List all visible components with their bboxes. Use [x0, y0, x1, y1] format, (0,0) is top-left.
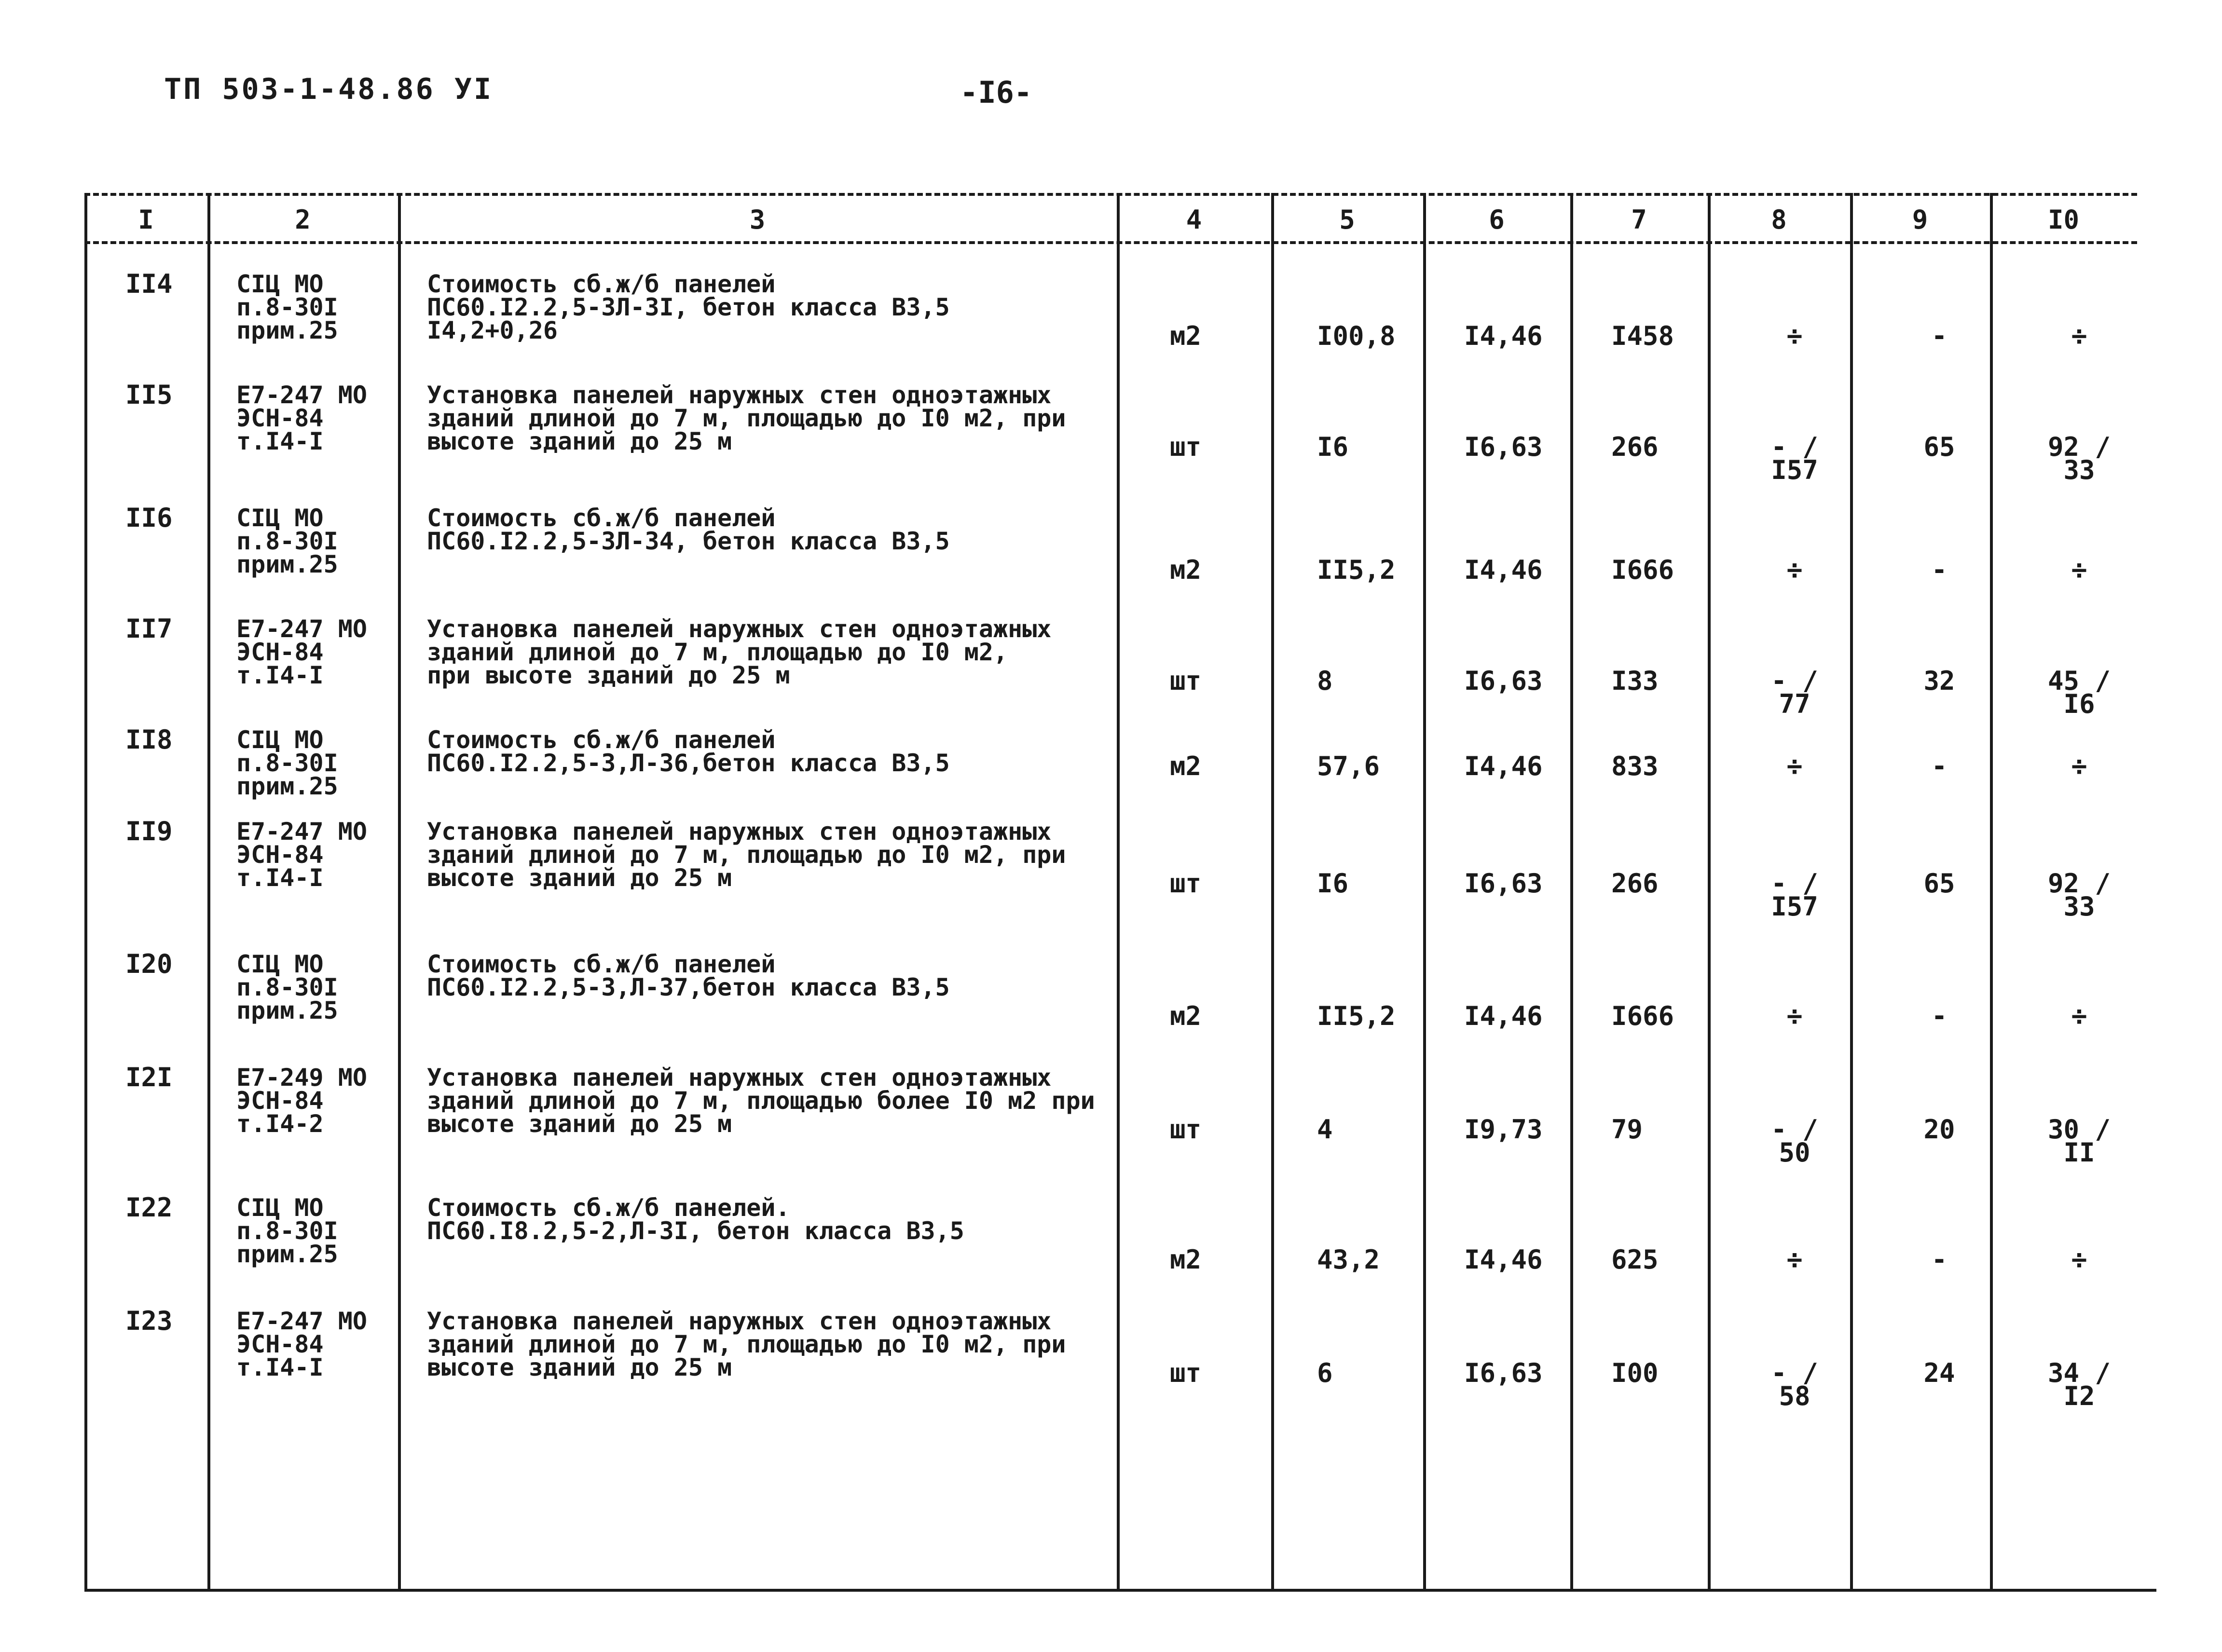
quantity: 4 [1317, 1114, 1333, 1145]
column-8-value: - / 77 [1771, 666, 1818, 719]
unit: м2 [1170, 1244, 1202, 1275]
work-description: Установка панелей наружных стен одноэтажных зданий длиной до 7 м, площадью более I0 м2 при высоте зданий до 25 м [427, 1064, 1095, 1138]
page-number: -I6- [960, 75, 1032, 110]
column-10-value: 92 / 33 [2047, 868, 2111, 922]
work-description: Установка панелей наружных стен одноэтажных зданий длиной до 7 м, площадью до I0 м2, при высоте зданий до 25 м [427, 381, 1066, 455]
quantity: 43,2 [1317, 1244, 1380, 1275]
column-9-value: 24 [1923, 1358, 1955, 1388]
column-9-value: 65 [1923, 868, 1955, 899]
unit: шт [1170, 432, 1202, 462]
quantity: II5,2 [1317, 1001, 1396, 1031]
quantity: 8 [1317, 666, 1333, 696]
item-number: II7 [125, 614, 173, 644]
column-number: I0 [2047, 204, 2080, 235]
unit-price: I4,46 [1464, 555, 1543, 585]
total-cost: I666 [1611, 555, 1674, 585]
total-cost: I666 [1611, 1001, 1674, 1031]
column-number: 8 [1771, 204, 1787, 235]
unit: м2 [1170, 555, 1202, 585]
norm-reference: СIЦ МО п.8-30I прим.25 [236, 726, 338, 800]
column-8-value: - / 58 [1771, 1358, 1818, 1411]
unit-price: I4,46 [1464, 751, 1543, 781]
column-number: 2 [295, 204, 311, 235]
norm-reference: СIЦ МО п.8-30I прим.25 [236, 950, 338, 1024]
unit-price: I6,63 [1464, 432, 1543, 462]
column-10-value: ÷ [2071, 321, 2087, 351]
quantity: II5,2 [1317, 555, 1396, 585]
quantity: I00,8 [1317, 321, 1396, 351]
item-number: II5 [125, 380, 173, 410]
column-8-value: ÷ [1786, 555, 1803, 585]
column-10-value: 34 / I2 [2047, 1358, 2111, 1411]
unit-price: I6,63 [1464, 1358, 1543, 1388]
total-cost: I458 [1611, 321, 1674, 351]
column-10-value: 30 / II [2047, 1114, 2111, 1168]
column-number: I [138, 204, 154, 235]
work-description: Установка панелей наружных стен одноэтажных зданий длиной до 7 м, площадью до I0 м2, при высоте зданий до 25 м [427, 818, 1066, 892]
work-description: Стоимость сб.ж/б панелей ПС60.I2.2,5-3Л-34, бетон класса В3,5 [427, 504, 950, 555]
unit-price: I4,46 [1464, 321, 1543, 351]
column-9-value: - [1931, 321, 1948, 351]
column-10-value: ÷ [2071, 555, 2087, 585]
column-number: 6 [1489, 204, 1505, 235]
unit-price: I6,63 [1464, 868, 1543, 899]
norm-reference: Е7-247 МО ЭСН-84 т.I4-I [236, 615, 367, 689]
unit-price: I9,73 [1464, 1114, 1543, 1145]
item-number: I22 [125, 1192, 173, 1223]
total-cost: I00 [1611, 1358, 1659, 1388]
quantity: 6 [1317, 1358, 1333, 1388]
column-10-value: 45 / I6 [2047, 666, 2111, 719]
column-8-value: ÷ [1786, 1244, 1803, 1275]
unit: м2 [1170, 1001, 1202, 1031]
work-description: Стоимость сб.ж/б панелей ПС60.I2.2,5-3,Л-36,бетон класса В3,5 [427, 726, 950, 777]
column-9-value: 65 [1923, 432, 1955, 462]
work-description: Стоимость сб.ж/б панелей. ПС60.I8.2,5-2,Л-3I, бетон класса В3,5 [427, 1194, 964, 1245]
column-number: 5 [1339, 204, 1355, 235]
column-8-value: - / I57 [1771, 868, 1818, 922]
total-cost: I33 [1611, 666, 1659, 696]
column-8-value: ÷ [1786, 751, 1803, 781]
column-10-value: ÷ [2071, 1244, 2087, 1275]
unit: шт [1170, 1114, 1202, 1145]
item-number: II6 [125, 503, 173, 533]
unit: м2 [1170, 321, 1202, 351]
total-cost: 833 [1611, 751, 1659, 781]
column-9-value: - [1931, 555, 1948, 585]
unit-price: I6,63 [1464, 666, 1543, 696]
column-9-value: - [1931, 1001, 1948, 1031]
unit: шт [1170, 868, 1202, 899]
unit: шт [1170, 1358, 1202, 1388]
unit-price: I4,46 [1464, 1244, 1543, 1275]
column-number: 3 [749, 204, 766, 235]
column-number: 9 [1912, 204, 1928, 235]
column-number: 4 [1186, 204, 1202, 235]
work-description: Стоимость сб.ж/б панелей ПС60.I2.2,5-3,Л-37,бетон класса В3,5 [427, 950, 950, 1001]
item-number: II9 [125, 816, 173, 846]
column-10-value: ÷ [2071, 751, 2087, 781]
total-cost: 79 [1611, 1114, 1643, 1145]
column-8-value: ÷ [1786, 1001, 1803, 1031]
item-number: II4 [125, 269, 173, 299]
norm-reference: Е7-247 МО ЭСН-84 т.I4-I [236, 818, 367, 892]
work-description: Стоимость сб.ж/б панелей ПС60.I2.2,5-3Л-3I, бетон класса В3,5 I4,2+0,26 [427, 270, 950, 344]
column-10-value: 92 / 33 [2047, 432, 2111, 485]
item-number: II8 [125, 724, 173, 755]
norm-reference: СIЦ МО п.8-30I прим.25 [236, 1194, 338, 1268]
item-number: I20 [125, 949, 173, 979]
column-9-value: 20 [1923, 1114, 1955, 1145]
total-cost: 266 [1611, 432, 1659, 462]
quantity: I6 [1317, 432, 1349, 462]
estimate-table [84, 193, 2137, 1592]
quantity: I6 [1317, 868, 1349, 899]
norm-reference: Е7-247 МО ЭСН-84 т.I4-I [236, 381, 367, 455]
column-8-value: - / I57 [1771, 432, 1818, 485]
work-description: Установка панелей наружных стен одноэтажных зданий длиной до 7 м, площадью до I0 м2, при высоте зданий до 25 м [427, 615, 1052, 689]
total-cost: 266 [1611, 868, 1659, 899]
column-number: 7 [1631, 204, 1647, 235]
document-code: ТП 503-1-48.86 УI [164, 72, 494, 106]
total-cost: 625 [1611, 1244, 1659, 1275]
column-9-value: - [1931, 751, 1948, 781]
column-8-value: ÷ [1786, 321, 1803, 351]
norm-reference: Е7-247 МО ЭСН-84 т.I4-I [236, 1307, 367, 1381]
quantity: 57,6 [1317, 751, 1380, 781]
column-9-value: - [1931, 1244, 1948, 1275]
column-10-value: ÷ [2071, 1001, 2087, 1031]
item-number: I23 [125, 1306, 173, 1336]
column-8-value: - / 50 [1771, 1114, 1818, 1168]
unit-price: I4,46 [1464, 1001, 1543, 1031]
unit: м2 [1170, 751, 1202, 781]
item-number: I2I [125, 1062, 173, 1092]
unit: шт [1170, 666, 1202, 696]
norm-reference: Е7-249 МО ЭСН-84 т.I4-2 [236, 1064, 367, 1138]
column-9-value: 32 [1923, 666, 1955, 696]
norm-reference: СIЦ МО п.8-30I прим.25 [236, 270, 338, 344]
work-description: Установка панелей наружных стен одноэтажных зданий длиной до 7 м, площадью до I0 м2, при высоте зданий до 25 м [427, 1307, 1066, 1381]
norm-reference: СIЦ МО п.8-30I прим.25 [236, 504, 338, 578]
